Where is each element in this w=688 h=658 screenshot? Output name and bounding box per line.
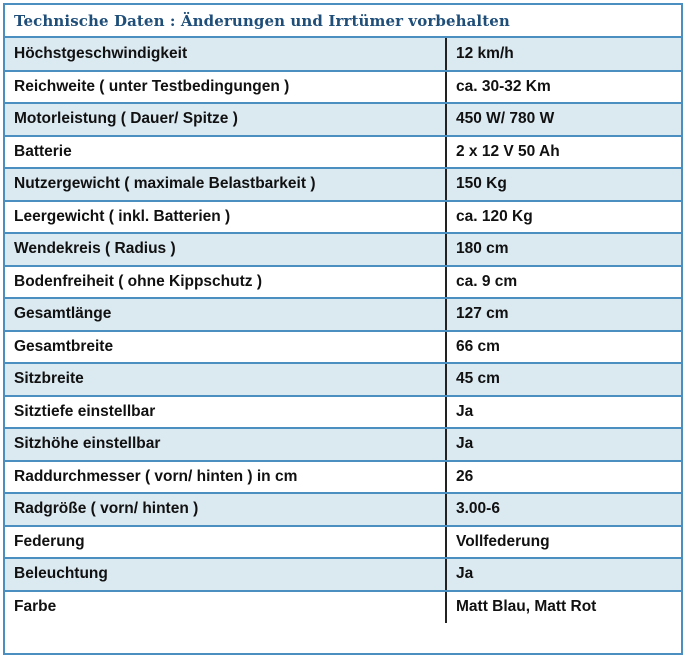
table-row [5,331,681,364]
spec-value: 2 x 12 V 50 Ah [446,136,681,169]
spec-value: 26 [446,461,681,494]
table-row [5,461,681,494]
spec-label: Höchstgeschwindigkeit [5,38,446,71]
spec-value: Ja [446,396,681,429]
sheet-title: Technische Daten : Änderungen und Irrtümer vorbehalten [14,11,510,30]
spec-label: Reichweite ( unter Testbedingungen ) [5,71,446,104]
spec-value: 180 cm [446,233,681,266]
spec-value: 12 km/h [446,38,681,71]
table-row [5,591,681,624]
table-row [5,493,681,526]
table-row [5,201,681,234]
table-row [5,266,681,299]
table-row [5,136,681,169]
spec-value: 66 cm [446,331,681,364]
spec-label: Radgröße ( vorn/ hinten ) [5,493,446,526]
spec-value: ca. 120 Kg [446,201,681,234]
spec-label: Leergewicht ( inkl. Batterien ) [5,201,446,234]
spec-table [5,38,681,623]
spec-value: 45 cm [446,363,681,396]
spec-value: Ja [446,428,681,461]
spec-value: 150 Kg [446,168,681,201]
table-row [5,38,681,71]
spec-label: Gesamtlänge [5,298,446,331]
spec-label: Bodenfreiheit ( ohne Kippschutz ) [5,266,446,299]
spec-sheet [3,3,683,655]
spec-label: Sitztiefe einstellbar [5,396,446,429]
spec-label: Motorleistung ( Dauer/ Spitze ) [5,103,446,136]
table-row [5,103,681,136]
spec-value: 127 cm [446,298,681,331]
table-row [5,428,681,461]
spec-value: 3.00-6 [446,493,681,526]
table-row [5,396,681,429]
spec-label: Beleuchtung [5,558,446,591]
table-row [5,363,681,396]
table-row [5,233,681,266]
spec-label: Gesamtbreite [5,331,446,364]
spec-value: Matt Blau, Matt Rot [446,591,681,624]
table-row [5,526,681,559]
spec-label: Nutzergewicht ( maximale Belastbarkeit ) [5,168,446,201]
table-row [5,298,681,331]
spec-label: Batterie [5,136,446,169]
spec-label: Federung [5,526,446,559]
spec-value: 450 W/ 780 W [446,103,681,136]
spec-value: ca. 30-32 Km [446,71,681,104]
spec-value: Ja [446,558,681,591]
spec-label: Raddurchmesser ( vorn/ hinten ) in cm [5,461,446,494]
table-row [5,558,681,591]
spec-label: Farbe [5,591,446,624]
table-row [5,168,681,201]
spec-table-body [5,38,681,623]
table-row [5,71,681,104]
spec-label: Sitzhöhe einstellbar [5,428,446,461]
spec-value: ca. 9 cm [446,266,681,299]
title-row [5,5,681,38]
spec-value: Vollfederung [446,526,681,559]
spec-label: Wendekreis ( Radius ) [5,233,446,266]
spec-label: Sitzbreite [5,363,446,396]
